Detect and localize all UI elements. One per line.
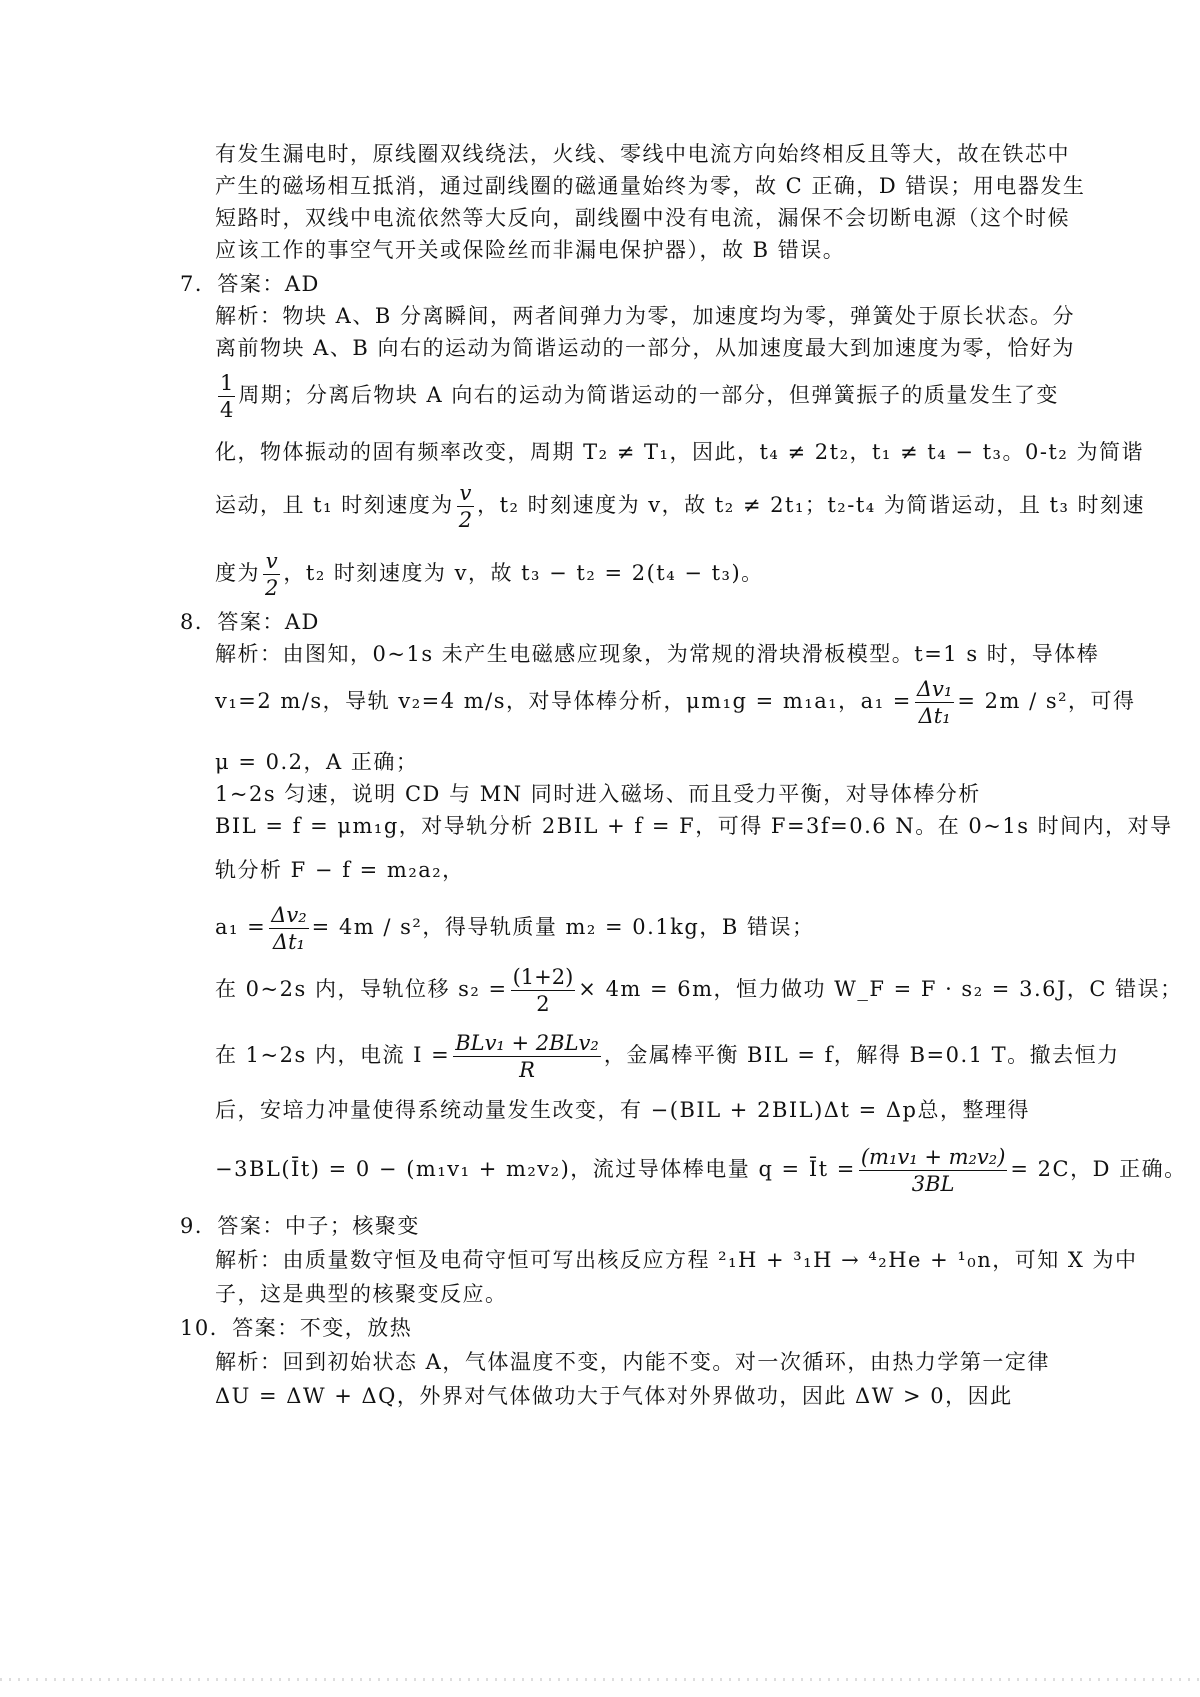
text-line: $\frac{1}{4}$ 周期；分离后物块 A 向右的运动为简谐运动的一部分，但弹簧振子的质量发生了变: [220, 371, 1059, 422]
fraction-dv2-dt1: $\frac{\text{Δv₂}}{\text{Δt₁}}$: [271, 903, 307, 954]
text-line: a₁ = $\frac{\text{Δv₂}}{\text{Δt₁}}$ = 4m / s²，得导轨质量 m₂ = 0.1kg，B 错误；: [215, 903, 815, 954]
fraction-one-plus-two: $\frac{(1+2)}{2}$: [512, 965, 574, 1016]
fraction-current: $\frac{\text{BLv₁ + 2BLv₂}}{R}$: [455, 1031, 599, 1082]
fraction-charge: $\frac{\text{(m₁v₁ + m₂v₂)}}{3BL}$: [860, 1145, 1006, 1196]
scan-edge-noise: [0, 1678, 1200, 1681]
text-line: 后，安培力冲量使得系统动量发生改变，有 −(BIL + 2BIL)Δt = Δp总，整理得: [215, 1098, 1030, 1122]
text-line: 轨分析 F − f = m₂a₂，: [215, 858, 465, 882]
text-line: 解析：由质量数守恒及电荷守恒可写出核反应方程 ²₁H + ³₁H → ⁴₂He + ¹₀n，可知 X 为中: [215, 1248, 1138, 1272]
text-line: ΔU = ΔW + ΔQ，外界对气体做功大于气体对外界做功，因此 ΔW > 0，因此: [215, 1384, 1013, 1408]
text-line: 1~2s 匀速，说明 CD 与 MN 同时进入磁场、而且受力平衡，对导体棒分析: [215, 782, 981, 806]
text-line: 运动，且 t₁ 时刻速度为 $\frac{v}{2}$ ，t₂ 时刻速度为 v，故 t₂ ≠ 2t₁；t₂-t₄ 为简谐运动，且 t₃ 时刻速: [215, 481, 1146, 532]
answer-10: 10．答案：不变，放热: [180, 1316, 413, 1340]
text-line: 解析：物块 A、B 分离瞬间，两者间弹力为零，加速度均为零，弹簧处于原长状态。分: [215, 304, 1075, 328]
text-line: 产生的磁场相互抵消，通过副线圈的磁通量始终为零，故 C 正确，D 错误；用电器发生: [215, 174, 1086, 198]
text-line: −3BL(Īt) = 0 − (m₁v₁ + m₂v₂)，流过导体棒电量 q = Īt = $\frac{\text{(m₁v₁ + m₂v₂)}}{3BL}$ = 2C，D 正确。: [215, 1145, 1187, 1196]
text-line: 离前物块 A、B 向右的运动为简谐运动的一部分，从加速度最大到加速度为零，恰好为: [215, 336, 1075, 360]
text-line: 应该工作的事空气开关或保险丝而非漏电保护器），故 B 错误。: [215, 238, 846, 262]
text-line: v₁=2 m/s，导轨 v₂=4 m/s，对导体棒分析，μm₁g = m₁a₁，a₁ = $\frac{\text{Δv₁}}{\text{Δt₁}}$ = 2m / s²，可得: [215, 677, 1136, 728]
fraction-v-half: $\frac{v}{2}$: [458, 481, 473, 532]
text-line: BIL = f = μm₁g，对导轨分析 2BIL + f = F，可得 F=3f=0.6 N。在 0~1s 时间内，对导: [215, 814, 1173, 838]
text-line: 解析：回到初始状态 A，气体温度不变，内能不变。对一次循环，由热力学第一定律: [215, 1350, 1050, 1374]
fraction-quarter: $\frac{1}{4}$: [220, 371, 234, 422]
text-line: 有发生漏电时，原线圈双线绕法，火线、零线中电流方向始终相反且等大，故在铁芯中: [215, 142, 1070, 166]
answer-7: 7．答案：AD: [180, 272, 320, 296]
text-line: μ = 0.2，A 正确；: [215, 750, 419, 774]
text-line: 解析：由图知，0~1s 未产生电磁感应现象，为常规的滑块滑板模型。t=1 s 时，导体棒: [215, 642, 1100, 666]
fraction-v-half: $\frac{v}{2}$: [265, 549, 279, 600]
text-line: 子，这是典型的核聚变反应。: [215, 1282, 508, 1306]
text-line: 度为 $\frac{v}{2}$ ，t₂ 时刻速度为 v，故 t₃ − t₂ = 2(t₄ − t₃)。: [215, 549, 764, 600]
fraction-dv1-dt1: $\frac{\text{Δv₁}}{\text{Δt₁}}$: [916, 677, 953, 728]
answer-8: 8．答案：AD: [180, 610, 320, 634]
text-line: 短路时，双线中电流依然等大反向，副线圈中没有电流，漏保不会切断电源（这个时候: [215, 206, 1070, 230]
text-line: 在 1~2s 内，电流 I = $\frac{\text{BLv₁ + 2BLv₂}}{R}$ ，金属棒平衡 BIL = f，解得 B=0.1 T。撤去恒力: [215, 1031, 1120, 1082]
text-line: 在 0~2s 内，导轨位移 s₂ = $\frac{(1+2)}{2}$ × 4m = 6m，恒力做功 W_F = F · s₂ = 3.6J，C 错误；: [215, 965, 1183, 1016]
text-line: 化，物体振动的固有频率改变，周期 T₂ ≠ T₁，因此，t₄ ≠ 2t₂，t₁ ≠ t₄ − t₃。0-t₂ 为简谐: [215, 440, 1144, 464]
answer-9: 9．答案：中子；核聚变: [180, 1214, 420, 1238]
